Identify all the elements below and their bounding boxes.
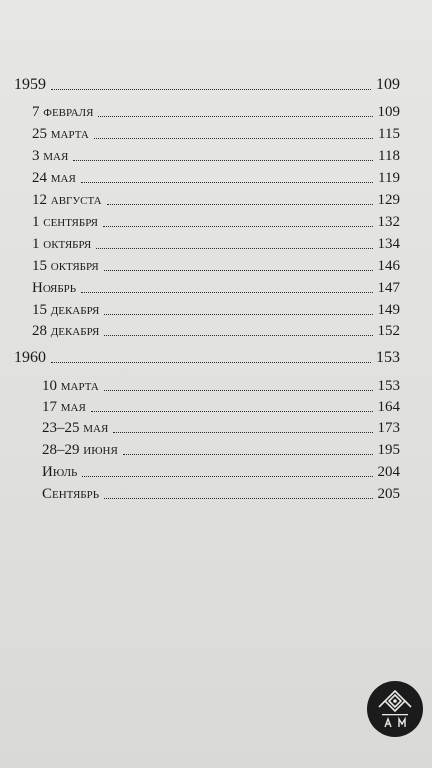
toc-entry-label: Ноябрь [32,280,77,296]
toc-entry [32,165,400,187]
toc-entry-label: 17 мая [42,399,86,415]
toc-page-number: 147 [377,280,400,296]
toc-entry [32,297,400,319]
toc-entry [42,459,400,481]
dot-leader [104,390,373,391]
dot-leader [73,160,373,161]
toc-page-number: 134 [377,236,400,252]
dot-leader [96,248,372,249]
toc-page-number: 118 [378,148,400,164]
toc-entry [32,99,400,121]
dot-leader [51,362,371,363]
toc-entry-label: 25 марта [32,126,89,142]
toc-year-1960 [14,343,400,367]
toc-entry-label: 12 августа [32,192,102,208]
dot-leader [123,454,373,455]
toc-page-number: 119 [378,170,400,186]
toc-entry [32,253,400,275]
toc-entry-label: 23–25 мая [42,420,109,436]
toc-entry-label: 7 февраля [32,104,94,120]
toc-entry [42,415,400,437]
toc-page-number: 132 [377,214,400,230]
publisher-logo-icon [367,681,423,737]
toc-page-number: 164 [377,399,400,415]
toc-entry [32,209,400,231]
toc-page-number: 129 [377,192,400,208]
dot-leader [81,292,372,293]
toc-page-number: 195 [377,442,400,458]
toc-entry-label: 15 декабря [32,302,100,318]
toc-entry-label: 1 октября [32,236,92,252]
toc-entry-label: Сентябрь [42,486,100,502]
toc-page-number: 115 [378,126,400,142]
toc-year-label: 1959 [14,76,46,93]
publisher-logo-icon-graphic [367,681,423,737]
dot-leader [104,498,372,499]
toc-page-number: 205 [377,486,400,502]
toc-year-1959 [14,70,400,94]
dot-leader [107,204,373,205]
toc-entry [42,394,400,416]
dot-leader [94,138,373,139]
dot-leader [103,226,373,227]
toc-entry [42,481,400,503]
toc-entry-label: 28–29 июня [42,442,118,458]
toc-entry [32,121,400,143]
toc-entry [32,187,400,209]
toc-page-number: 204 [377,464,400,480]
toc-page-number: 146 [377,258,400,274]
toc-entry [32,318,400,340]
toc-page-number: 109 [377,104,400,120]
toc-page-number: 109 [376,76,400,93]
toc-year-label: 1960 [14,349,46,366]
toc-entry-label: 28 декабря [32,323,100,339]
dot-leader [91,411,373,412]
dot-leader [104,270,373,271]
toc-entry [42,437,400,459]
toc-entry-label: 3 мая [32,148,69,164]
toc-entry-label: 24 мая [32,170,76,186]
toc-entry-label: 1 сентября [32,214,98,230]
dot-leader [51,89,371,90]
toc-page-number: 152 [377,323,400,339]
toc-page-number: 173 [377,420,400,436]
dot-leader [98,116,372,117]
toc-page-number: 153 [377,378,400,394]
dot-leader [104,335,372,336]
dot-leader [104,314,372,315]
toc-entry [42,373,400,395]
dot-leader [81,182,373,183]
dot-leader [82,476,372,477]
toc-entry [32,275,400,297]
toc-page-number: 149 [377,302,400,318]
toc-entry [32,231,400,253]
toc-entry-label: 10 марта [42,378,99,394]
dot-leader [113,432,372,433]
toc-entry-label: 15 октября [32,258,99,274]
toc-page-number: 153 [376,349,400,366]
toc-entry [32,143,400,165]
toc-entry-label: Июль [42,464,78,480]
